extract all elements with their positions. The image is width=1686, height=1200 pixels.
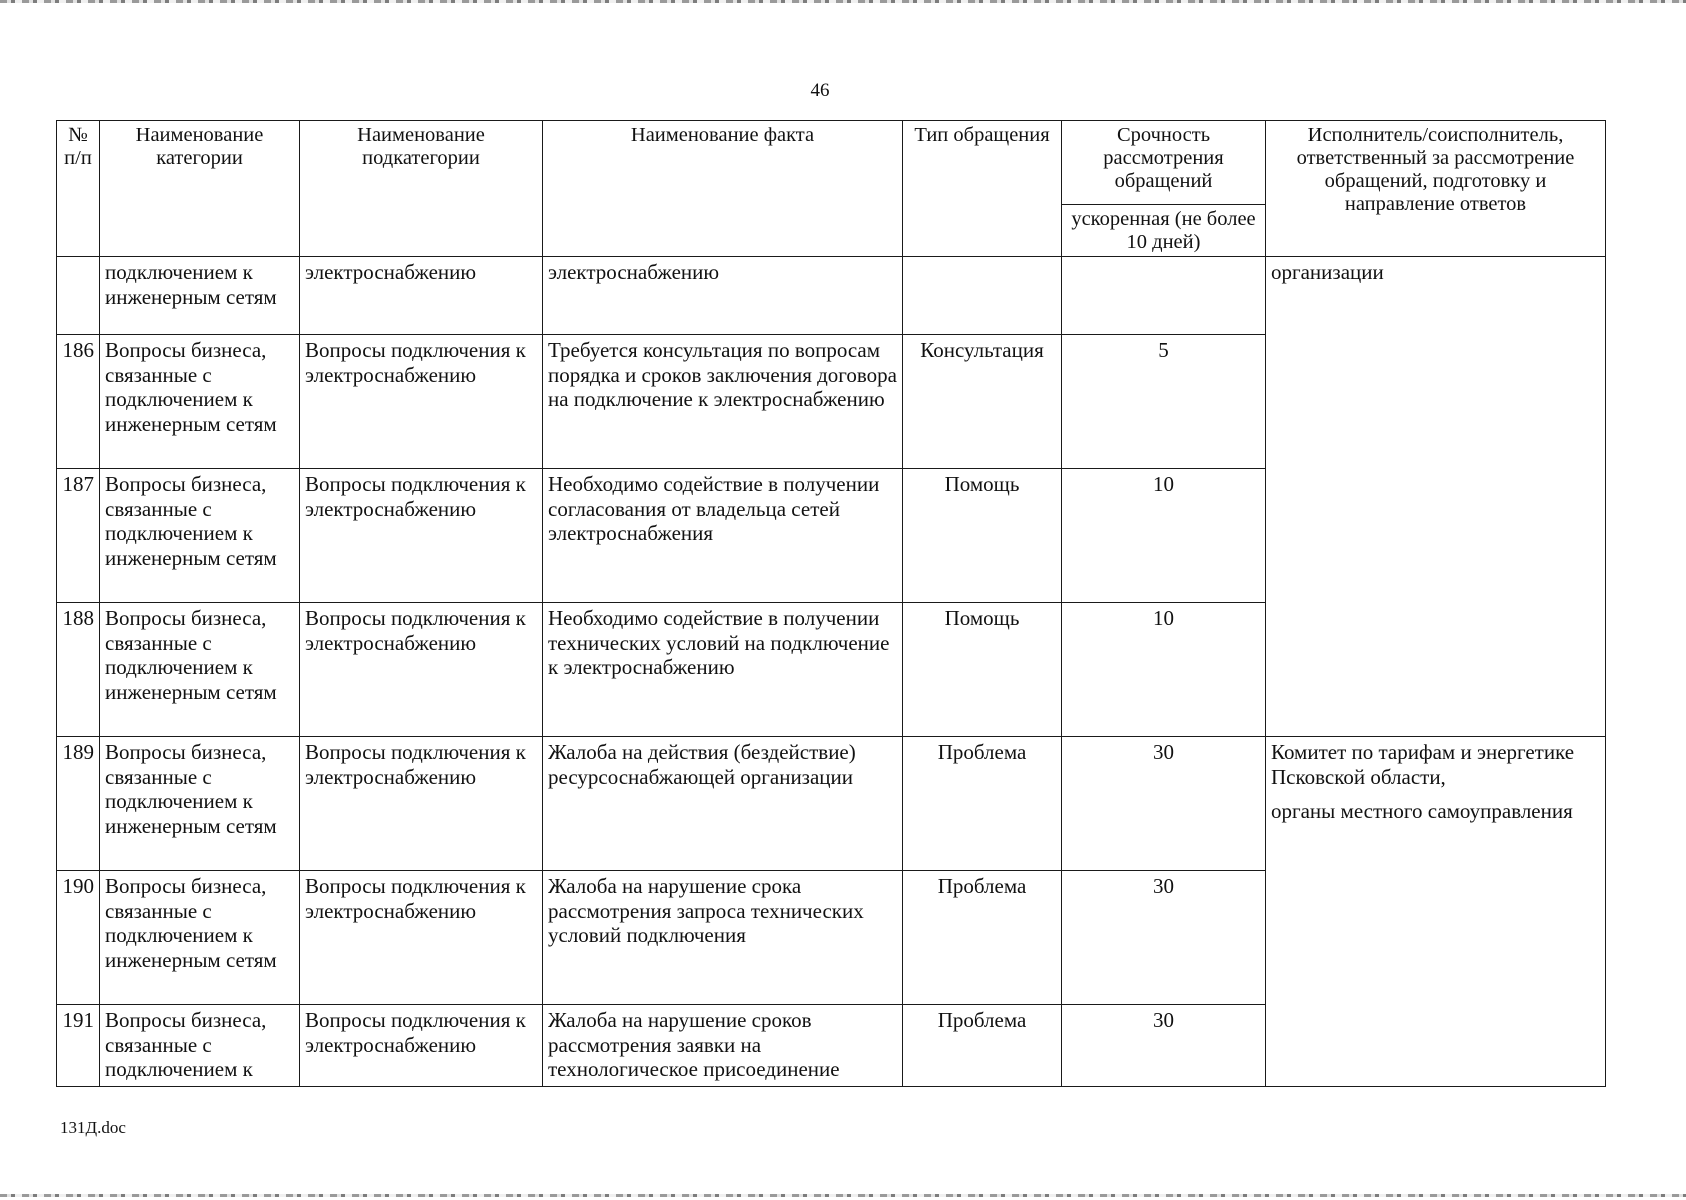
cell-urgency bbox=[1062, 257, 1266, 335]
table-header-row bbox=[57, 121, 1606, 205]
header-num: № п/п bbox=[57, 121, 100, 257]
cell-executor-group-1 bbox=[1266, 257, 1606, 737]
cell-num: 189 bbox=[57, 737, 100, 871]
cell-subcategory: Вопросы подключения к электроснабжению bbox=[300, 1005, 543, 1087]
cell-subcategory: Вопросы подключения к электроснабжению bbox=[300, 871, 543, 1005]
cell-category: Вопросы бизнеса, связанные с подключением к инженерным сетям bbox=[100, 469, 300, 603]
cell-fact: Жалоба на нарушение срока рассмотрения запроса технических условий подключения bbox=[543, 871, 903, 1005]
cell-type: Помощь bbox=[903, 469, 1062, 603]
cell-urgency: 10 bbox=[1062, 469, 1266, 603]
cell-category: Вопросы бизнеса, связанные с подключением к инженерным сетям bbox=[100, 871, 300, 1005]
header-executor: Исполнитель/соисполнитель, ответственный за рассмотрение обращений, подготовку и направление ответов bbox=[1266, 121, 1606, 257]
executor-line: органы местного самоуправления bbox=[1271, 799, 1573, 823]
cell-subcategory: Вопросы подключения к электроснабжению bbox=[300, 603, 543, 737]
cell-type: Консультация bbox=[903, 335, 1062, 469]
cell-fact: Жалоба на нарушение сроков рассмотрения заявки на технологическое присоединение bbox=[543, 1005, 903, 1087]
cell-num: 187 bbox=[57, 469, 100, 603]
executor-line: организации bbox=[1271, 260, 1384, 284]
cell-subcategory: Вопросы подключения к электроснабжению bbox=[300, 335, 543, 469]
cell-subcategory: Вопросы подключения к электроснабжению bbox=[300, 469, 543, 603]
scan-edge-bottom bbox=[0, 1194, 1686, 1197]
appeals-table bbox=[56, 120, 1606, 1087]
table-row bbox=[57, 737, 1606, 871]
header-type: Тип обращения bbox=[903, 121, 1062, 257]
header-subcategory: Наименование подкатегории bbox=[300, 121, 543, 257]
cell-subcategory: электроснабжению bbox=[300, 257, 543, 335]
cell-type bbox=[903, 257, 1062, 335]
cell-urgency: 30 bbox=[1062, 1005, 1266, 1087]
page-number: 46 bbox=[810, 80, 830, 101]
cell-num: 190 bbox=[57, 871, 100, 1005]
cell-type: Проблема bbox=[903, 737, 1062, 871]
cell-fact: Необходимо содействие в получении согласования от владельца сетей электроснабжения bbox=[543, 469, 903, 603]
cell-category: Вопросы бизнеса, связанные с подключением к bbox=[100, 1005, 300, 1087]
cell-type: Проблема bbox=[903, 1005, 1062, 1087]
cell-fact: Требуется консультация по вопросам порядка и сроков заключения договора на подключение к электроснабжению bbox=[543, 335, 903, 469]
header-urgency: Срочность рассмотрения обращений bbox=[1062, 121, 1266, 205]
table-row-continuation bbox=[57, 257, 1606, 335]
cell-category: Вопросы бизнеса, связанные с подключением к инженерным сетям bbox=[100, 603, 300, 737]
cell-fact: Необходимо содействие в получении технических условий на подключение к электроснабжению bbox=[543, 603, 903, 737]
cell-num: 191 bbox=[57, 1005, 100, 1087]
cell-type: Проблема bbox=[903, 871, 1062, 1005]
header-fact: Наименование факта bbox=[543, 121, 903, 257]
cell-type: Помощь bbox=[903, 603, 1062, 737]
cell-category: Вопросы бизнеса, связанные с подключением к инженерным сетям bbox=[100, 335, 300, 469]
cell-fact: электроснабжению bbox=[543, 257, 903, 335]
footer-filename: 131Д.doc bbox=[60, 1118, 126, 1137]
cell-urgency: 5 bbox=[1062, 335, 1266, 469]
cell-num: 186 bbox=[57, 335, 100, 469]
cell-urgency: 10 bbox=[1062, 603, 1266, 737]
header-urgency-accelerated: ускоренная (не более 10 дней) bbox=[1062, 205, 1266, 257]
scan-edge-top bbox=[0, 0, 1686, 3]
cell-executor-group-2 bbox=[1266, 737, 1606, 1087]
cell-urgency: 30 bbox=[1062, 737, 1266, 871]
cell-num: 188 bbox=[57, 603, 100, 737]
cell-category: подключением к инженерным сетям bbox=[100, 257, 300, 335]
cell-subcategory: Вопросы подключения к электроснабжению bbox=[300, 737, 543, 871]
header-category: Наименование категории bbox=[100, 121, 300, 257]
cell-category: Вопросы бизнеса, связанные с подключением к инженерным сетям bbox=[100, 737, 300, 871]
cell-urgency: 30 bbox=[1062, 871, 1266, 1005]
cell-fact: Жалоба на действия (бездействие) ресурсоснабжающей организации bbox=[543, 737, 903, 871]
cell-num bbox=[57, 257, 100, 335]
executor-line: Комитет по тарифам и энергетике Псковской области, bbox=[1271, 740, 1575, 789]
